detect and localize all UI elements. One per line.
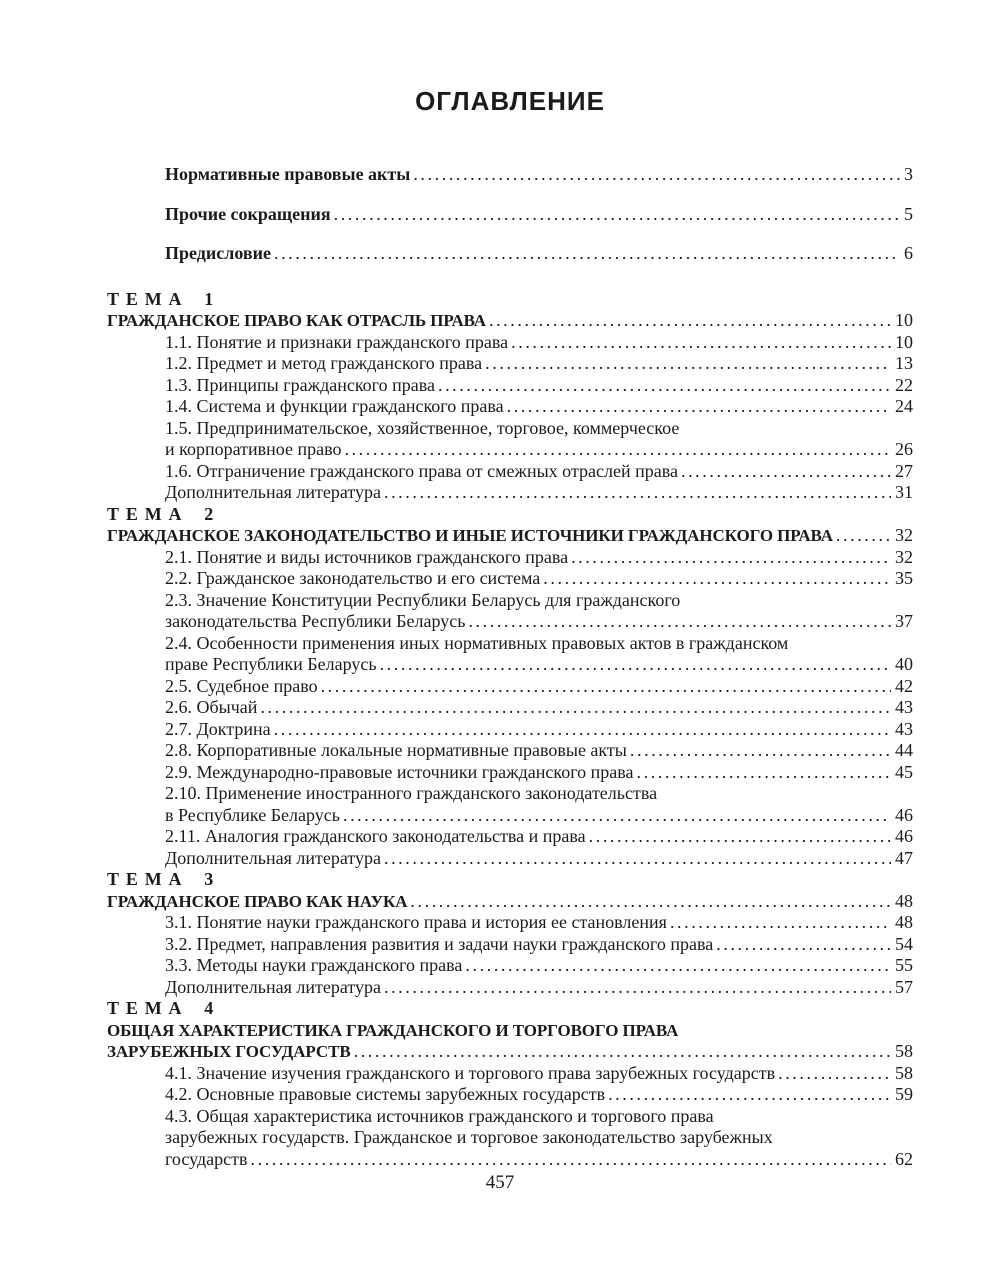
- toc-entry-label: 2.1. Понятие и виды источников гражданского права: [165, 546, 569, 567]
- page-number: 10: [895, 310, 913, 330]
- dot-leader: [637, 762, 891, 784]
- toc-entry: [107, 375, 913, 397]
- toc-entry-label: 1.6. Отграничение гражданского права от смежных отраслей права: [165, 460, 678, 481]
- page-number: 55: [895, 955, 913, 975]
- toc-entry-label: 3.1. Понятие науки гражданского права и история ее становления: [165, 912, 667, 932]
- toc-entry: [107, 654, 913, 676]
- toc-entry: [107, 740, 913, 762]
- front-matter-entry: [107, 243, 913, 265]
- dot-leader: [507, 396, 891, 418]
- page-number: 48: [895, 912, 913, 932]
- toc-entry-label: 4.2. Основные правовые системы зарубежных государств: [165, 1084, 606, 1104]
- page-number: 26: [895, 439, 913, 459]
- topic-title: [107, 891, 913, 913]
- dot-leader: [489, 310, 891, 332]
- dot-leader: [384, 482, 891, 504]
- toc-entry-line: 2.4. Особенности применения иных нормативных правовых актов в гражданском: [165, 632, 789, 653]
- topic-section: [107, 869, 913, 998]
- page-number: 43: [895, 697, 913, 717]
- page-number: 24: [895, 396, 913, 416]
- dot-leader: [274, 719, 891, 741]
- toc-entry: [107, 826, 913, 848]
- toc-entry: [107, 848, 913, 870]
- toc-entry: [107, 719, 913, 741]
- toc-entry: [107, 697, 913, 719]
- dot-leader: [543, 568, 891, 590]
- dot-leader: [251, 1149, 891, 1171]
- page-number: 46: [895, 804, 913, 825]
- toc-entry: [107, 977, 913, 999]
- page-number: 44: [895, 740, 913, 760]
- page-number: 48: [895, 890, 913, 911]
- dot-leader: [485, 353, 891, 375]
- page-number: 46: [895, 826, 913, 846]
- topic-kicker: ТЕМА 4: [107, 998, 221, 1018]
- front-matter-entry-label: Нормативные правовые акты: [165, 164, 411, 184]
- folio-page-number: 457: [485, 1172, 515, 1193]
- dot-leader: [511, 332, 891, 354]
- toc-entry-label: законодательства Республики Беларусь: [165, 611, 466, 631]
- page-number: 22: [895, 374, 913, 395]
- toc-entry-label: праве Республики Беларусь: [165, 654, 377, 674]
- toc-entry-line: 2.10. Применение иностранного гражданского законодательства: [165, 783, 658, 803]
- toc-entry: [107, 762, 913, 784]
- toc-entry-label: 1.4. Система и функции гражданского права: [165, 396, 504, 416]
- front-matter-entry-label: Предисловие: [165, 243, 271, 263]
- toc-entry-line: 2.3. Значение Конституции Республики Беларусь для гражданского: [165, 589, 681, 610]
- page-number: 58: [895, 1041, 913, 1061]
- topic-title-line: ОБЩАЯ ХАРАКТЕРИСТИКА ГРАЖДАНСКОГО И ТОРГОВОГО ПРАВА: [107, 1020, 679, 1040]
- page-number: 40: [895, 654, 913, 674]
- topic-title: [107, 525, 913, 547]
- toc-entry-label: 2.8. Корпоративные локальные нормативные правовые акты: [165, 740, 627, 760]
- toc-entry-label: 2.2. Гражданское законодательство и его система: [165, 568, 541, 588]
- topic-section: [107, 998, 913, 1170]
- toc-entry: [107, 934, 913, 956]
- topic-title-label: ГРАЖДАНСКОЕ ПРАВО КАК НАУКА: [107, 891, 408, 911]
- dot-leader: [321, 676, 891, 698]
- dot-leader: [380, 654, 891, 676]
- page-number: 43: [895, 718, 913, 739]
- toc-entry-label: 3.3. Методы науки гражданского права: [165, 955, 463, 975]
- toc-entry-label: Дополнительная литература: [165, 847, 381, 868]
- dot-leader: [343, 805, 891, 827]
- dot-leader: [260, 697, 891, 719]
- dot-leader: [465, 955, 891, 977]
- toc-entry-label: 2.11. Аналогия гражданского законодательства и права: [165, 826, 586, 846]
- page-number: 31: [895, 482, 913, 502]
- dot-leader: [836, 525, 891, 547]
- dot-leader: [681, 461, 891, 483]
- toc-entry: [107, 439, 913, 461]
- toc-entry: [107, 1063, 913, 1085]
- topic-title-label: ГРАЖДАНСКОЕ ЗАКОНОДАТЕЛЬСТВО И ИНЫЕ ИСТОЧНИКИ ГРАЖДАНСКОГО ПРАВА: [107, 526, 833, 545]
- topic-title: [107, 1041, 913, 1063]
- topic-section: [107, 504, 913, 870]
- page-number: 5: [904, 203, 913, 224]
- dot-leader: [344, 439, 891, 461]
- page-number: 42: [895, 675, 913, 696]
- page-number: 37: [895, 611, 913, 631]
- page-number: 3: [904, 164, 913, 184]
- toc-entry-label: 1.1. Понятие и признаки гражданского права: [165, 331, 509, 352]
- page-number: 54: [895, 933, 913, 954]
- page-number: 27: [895, 460, 913, 481]
- toc-entry-label: 2.6. Обычай: [165, 697, 258, 717]
- topic-section: [107, 289, 913, 504]
- dot-leader: [274, 243, 900, 265]
- dot-leader: [410, 891, 891, 913]
- page-number: 35: [895, 568, 913, 588]
- dot-leader: [608, 1084, 891, 1106]
- toc-entry: [107, 1084, 913, 1106]
- toc-entry-label: 2.5. Судебное право: [165, 675, 318, 696]
- toc-entry: [107, 676, 913, 698]
- dot-leader: [589, 826, 891, 848]
- page-number: 57: [895, 976, 913, 997]
- toc-entry: [107, 805, 913, 827]
- page-number: 32: [895, 546, 913, 567]
- toc-entry-label: 3.2. Предмет, направления развития и задачи науки гражданского права: [165, 933, 714, 954]
- toc-entry: [107, 332, 913, 354]
- page-number: 32: [895, 525, 913, 545]
- front-matter-entry: [107, 204, 913, 226]
- toc-entry: [107, 912, 913, 934]
- front-matter: [107, 164, 913, 265]
- toc-entry-line: 1.5. Предпринимательское, хозяйственное, торговое, коммерческое: [165, 417, 680, 438]
- toc-entry: [107, 461, 913, 483]
- dot-leader: [630, 740, 891, 762]
- dot-leader: [438, 375, 891, 397]
- toc-entry-label: и корпоративное право: [165, 439, 342, 459]
- topic-title: [107, 310, 913, 332]
- dot-leader: [384, 848, 891, 870]
- toc-entry: [107, 547, 913, 569]
- toc-entry-label: 2.7. Доктрина: [165, 718, 271, 739]
- toc-content: [107, 0, 913, 1170]
- dot-leader: [571, 547, 891, 569]
- page-title: ОГЛАВЛЕНИЕ: [415, 86, 605, 116]
- toc-entry-line: зарубежных государств. Гражданское и торговое законодательство зарубежных: [165, 1127, 773, 1147]
- toc-entry-label: 1.2. Предмет и метод гражданского права: [165, 353, 483, 373]
- toc-entry-label: 2.9. Международно-правовые источники гражданского права: [165, 761, 634, 782]
- dot-leader: [468, 611, 891, 633]
- dot-leader: [670, 912, 891, 934]
- front-matter-entry: [107, 164, 913, 186]
- toc-entry: [107, 568, 913, 590]
- toc-entry: [107, 396, 913, 418]
- dot-leader: [384, 977, 891, 999]
- page-number: 47: [895, 847, 913, 868]
- toc-entry: [107, 955, 913, 977]
- toc-entry-label: Дополнительная литература: [165, 976, 381, 997]
- toc-entry-label: 1.3. Принципы гражданского права: [165, 374, 435, 395]
- toc-entry: [107, 1149, 913, 1171]
- toc-entry-label: Дополнительная литература: [165, 482, 381, 502]
- topic-kicker: ТЕМА 1: [107, 288, 221, 309]
- page-number: 62: [895, 1148, 913, 1169]
- page-number: 10: [895, 331, 913, 352]
- topic-title-label: ГРАЖДАНСКОЕ ПРАВО КАК ОТРАСЛЬ ПРАВА: [107, 311, 486, 330]
- dot-leader: [716, 934, 891, 956]
- page-number: 13: [895, 353, 913, 373]
- toc-entry-label: государств: [165, 1148, 248, 1169]
- topic-title-label: ЗАРУБЕЖНЫХ ГОСУДАРСТВ: [107, 1042, 351, 1061]
- toc-entry: [107, 611, 913, 633]
- page-number: 59: [895, 1084, 913, 1104]
- dot-leader: [334, 204, 900, 226]
- topic-kicker: ТЕМА 2: [107, 503, 221, 524]
- toc-entry-label: 4.1. Значение изучения гражданского и торгового права зарубежных государств: [165, 1062, 776, 1083]
- dot-leader: [354, 1041, 891, 1063]
- toc-entry-line: 4.3. Общая характеристика источников гражданского и торгового права: [165, 1105, 714, 1126]
- page-number: 58: [895, 1062, 913, 1083]
- toc-entry: [107, 482, 913, 504]
- page-number: 6: [904, 243, 913, 263]
- front-matter-entry-label: Прочие сокращения: [165, 203, 331, 224]
- dot-leader: [413, 164, 900, 186]
- toc-entry: [107, 353, 913, 375]
- toc-entry-label: в Республике Беларусь: [165, 804, 340, 825]
- topics: [107, 289, 913, 1171]
- dot-leader: [778, 1063, 891, 1085]
- page-number: 45: [895, 761, 913, 782]
- topic-kicker: ТЕМА 3: [107, 869, 221, 889]
